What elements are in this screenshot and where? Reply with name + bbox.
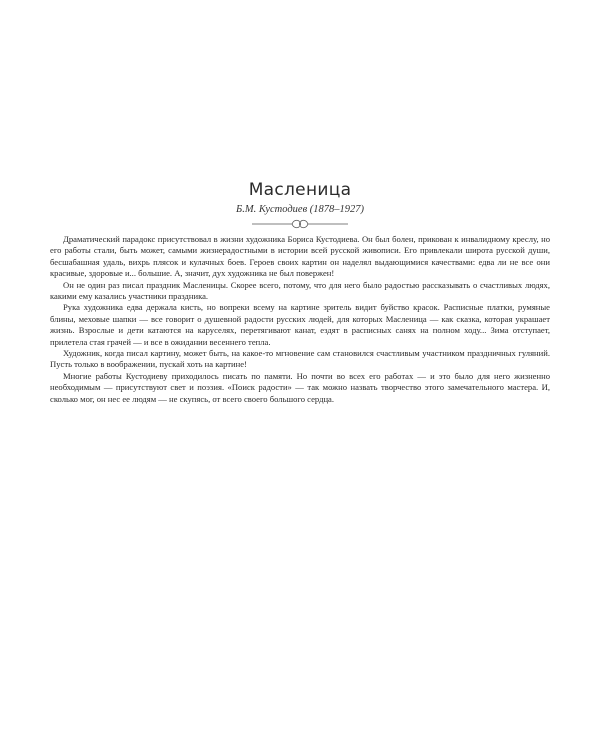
article-body	[50, 234, 550, 405]
article-title: Масленица	[248, 180, 352, 200]
paragraph: Он не один раз писал праздник Масленицы. Скорее всего, потому, что для него было радостью рассказывать о счастливых людях, какими ему казались участники праздника.	[50, 279, 550, 302]
paragraph: Рука художника едва держала кисть, но вопреки всему на картине зритель видит буйство красок. Расписные платки, румяные блины, меховые шапки — все говорит о душевной радости русских людей, для которых Масленица — как сказка, которая украшает жизнь. Взрослые и дети катаются на каруселях, перетягивают канат, ездят в расписных санях на полном ходу... Зима отступает, прилетела стая грачей — и все в ожидании весеннего тепла.	[50, 302, 550, 347]
paragraph: Многие работы Кустодиеву приходилось писать по памяти. Но почти во всех его работах — и это было для него жизненно необходимым — присутствуют свет и поэзия. «Поиск радости» — так можно назвать творчество этого замечательного мастера. И, сколько мог, он нес ее людям — не скупясь, от всего своего большого сердца.	[50, 370, 550, 404]
paragraph: Художник, когда писал картину, может быть, на какое-то мгновение сам становился счастливым участником праздничных гуляний. Пусть только в воображении, пускай хоть на картине!	[50, 348, 550, 370]
article-subtitle: Б.М. Кустодиев (1878–1927)	[236, 204, 364, 215]
paragraph: Драматический парадокс присутствовал в жизни художника Бориса Кустодиева. Он был болен, прикован к инвалидному креслу, но его работы стали, быть может, самыми жизнерадостными в истории всей русской живописи. Его привлекали широта русской души, бесшабашная удаль, вихрь плясок и кулачных боев. Героев своих картин он наделял выдающимися качествами: едва ли не все они красивые, здоровые и... большие. А, значит, дух художника не был повержен!	[50, 234, 550, 279]
ornamental-divider-icon	[250, 218, 350, 230]
